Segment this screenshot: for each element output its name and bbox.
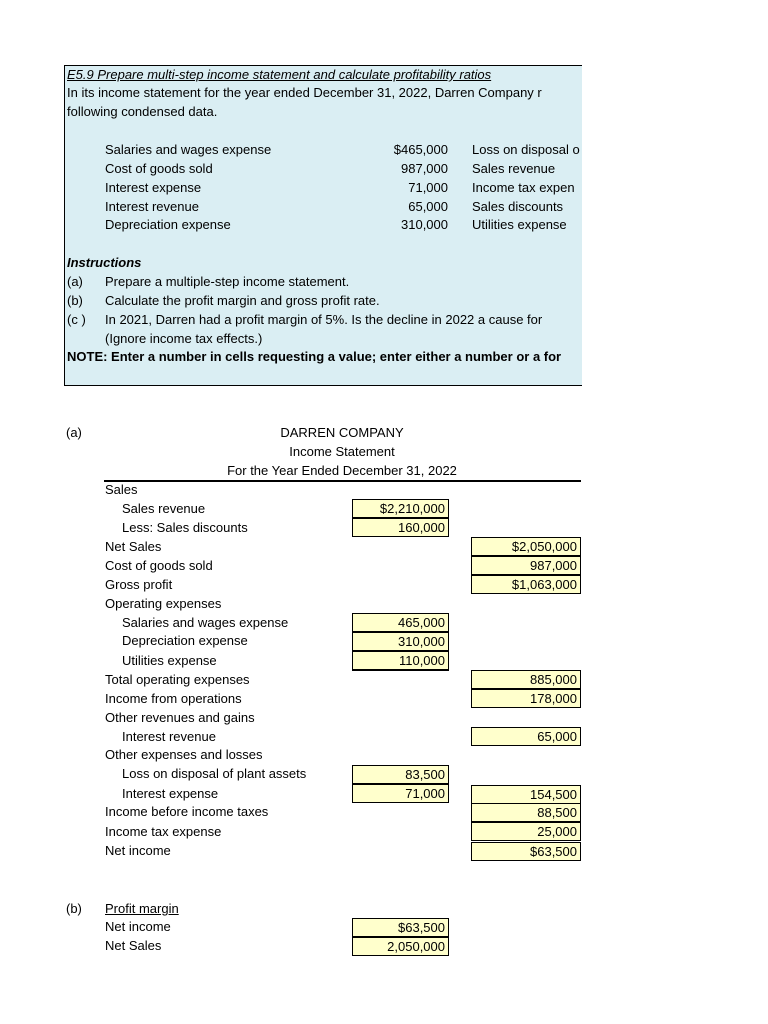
row-label: Depreciation expense: [122, 633, 248, 648]
input-cell[interactable]: 83,500: [352, 765, 449, 784]
input-cell[interactable]: 465,000: [352, 613, 449, 632]
input-cell[interactable]: 178,000: [471, 689, 581, 708]
row-label: Total operating expenses: [105, 672, 250, 687]
instruction-marker: (a): [67, 274, 83, 289]
input-cell[interactable]: 88,500: [471, 803, 581, 822]
instruction-marker: (b): [67, 293, 83, 308]
data-label-right: Utilities expense: [472, 217, 567, 232]
row-label: Loss on disposal of plant assets: [122, 766, 307, 781]
instructions-heading: Instructions: [67, 255, 142, 270]
input-cell[interactable]: $1,063,000: [471, 575, 581, 594]
row-label: Interest expense: [122, 786, 219, 801]
row-label: Net Sales: [105, 539, 162, 554]
data-label: Interest revenue: [105, 199, 199, 214]
row-label: Other revenues and gains: [105, 710, 255, 725]
input-cell[interactable]: 885,000: [471, 670, 581, 689]
statement-period: For the Year Ended December 31, 2022: [227, 463, 457, 478]
company-name: DARREN COMPANY: [280, 425, 404, 440]
instruction-marker: (c ): [67, 312, 86, 327]
input-cell[interactable]: 25,000: [471, 822, 581, 841]
note-text: NOTE: Enter a number in cells requesting a value; enter either a number or a for: [67, 349, 562, 364]
part-b-marker: (b): [66, 901, 82, 916]
data-label-right: Income tax expen: [472, 180, 575, 195]
input-cell[interactable]: 987,000: [471, 556, 581, 575]
data-value: 987,000: [401, 161, 448, 176]
row-label: Net income: [105, 919, 171, 934]
input-cell[interactable]: $2,050,000: [471, 537, 581, 556]
data-value: $465,000: [393, 142, 448, 157]
data-label-right: Loss on disposal o: [472, 142, 580, 157]
input-cell[interactable]: 160,000: [352, 518, 449, 537]
row-label: Net Sales: [105, 938, 162, 953]
row-label: Operating expenses: [105, 596, 222, 611]
row-label: Income before income taxes: [105, 804, 269, 819]
row-label: Sales revenue: [122, 501, 206, 516]
input-cell[interactable]: 2,050,000: [352, 937, 449, 956]
instruction-text: (Ignore income tax effects.): [105, 331, 263, 346]
data-label: Interest expense: [105, 180, 202, 195]
row-label: Net income: [105, 843, 171, 858]
input-cell[interactable]: 65,000: [471, 727, 581, 746]
header-rule: [104, 480, 581, 482]
input-cell[interactable]: $63,500: [352, 918, 449, 937]
problem-box: [64, 65, 582, 386]
data-value: 65,000: [408, 199, 448, 214]
data-value: 310,000: [401, 217, 448, 232]
profit-margin-heading: Profit margin: [105, 901, 179, 916]
row-label: Less: Sales discounts: [122, 520, 248, 535]
data-label-right: Sales revenue: [472, 161, 556, 176]
data-label: Depreciation expense: [105, 217, 231, 232]
input-cell[interactable]: $2,210,000: [352, 499, 449, 518]
input-cell[interactable]: 110,000: [352, 651, 449, 671]
row-label: Other expenses and losses: [105, 747, 263, 762]
input-cell[interactable]: 71,000: [352, 784, 449, 803]
row-label: Gross profit: [105, 577, 173, 592]
input-cell[interactable]: $63,500: [471, 842, 581, 861]
data-label: Cost of goods sold: [105, 161, 213, 176]
instruction-text: Prepare a multiple-step income statement.: [105, 274, 350, 289]
problem-title: E5.9 Prepare multi-step income statement and calculate profitability ratios: [67, 67, 492, 82]
data-label-right: Sales discounts: [472, 199, 564, 214]
row-label: Income from operations: [105, 691, 242, 706]
row-label: Interest revenue: [122, 729, 216, 744]
intro-line-2: following condensed data.: [67, 104, 218, 119]
row-label: Salaries and wages expense: [122, 615, 289, 630]
instruction-text: In 2021, Darren had a profit margin of 5%. Is the decline in 2022 a cause for: [105, 312, 543, 327]
row-label: Utilities expense: [122, 653, 217, 668]
data-label: Salaries and wages expense: [105, 142, 272, 157]
data-value: 71,000: [408, 180, 448, 195]
input-cell[interactable]: 310,000: [352, 632, 449, 651]
input-cell[interactable]: 154,500: [471, 785, 581, 804]
row-label: Sales: [105, 482, 138, 497]
intro-line-1: In its income statement for the year ended December 31, 2022, Darren Company r: [67, 85, 542, 100]
row-label: Income tax expense: [105, 824, 222, 839]
statement-name: Income Statement: [289, 444, 395, 459]
instruction-text: Calculate the profit margin and gross profit rate.: [105, 293, 380, 308]
row-label: Cost of goods sold: [105, 558, 213, 573]
part-a-marker: (a): [66, 425, 82, 440]
